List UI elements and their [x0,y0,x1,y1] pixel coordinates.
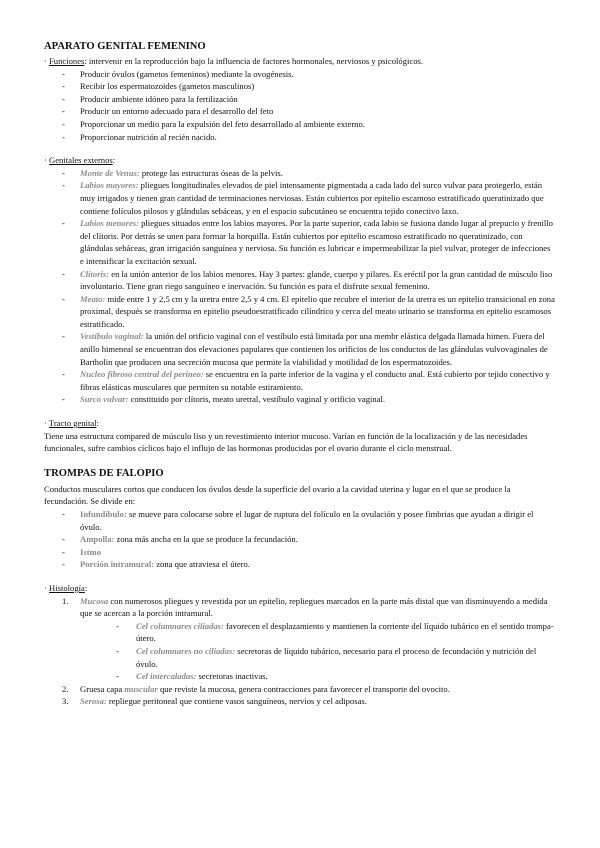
histologia-heading [44,582,556,595]
term: Infundíbulo: [80,509,127,519]
definition: constituido por clítoris, meato uretral, vestíbulo vaginal y orificio vaginal. [128,394,386,405]
definition: pliegues longitudinales elevados de piel intensamente pigmentada a cada lado del surco vulvar para protegerlo, están muy irrigados y tienen gran cantidad de terminaciones nerviosas. Están cubiertos por epitelio escamoso estratificado queratinizado que contiene folículos pilosos y glándulas sebáceas, y en el espacio subcutáneo se encuentra tejido conectivo laxo. [80,180,544,216]
externos-label: Genitales externos [49,155,113,166]
tracto-heading [44,417,556,430]
term: Vestíbulo vaginal: [80,331,144,342]
list-item [62,179,556,217]
colon: : [112,155,116,166]
list-item: - Proporcionar nutrición al recién nacido. [62,131,556,144]
externos-heading [44,154,556,167]
list-item [62,268,556,293]
term: Clítoris: [80,268,110,279]
trompas-title: TROMPAS DE FALOPIO [44,467,164,479]
list-item [62,393,556,406]
item-number: 3. [62,696,69,707]
colon: : [96,418,99,429]
definition-prefix: Gruesa capa [80,683,125,694]
list-item: - Proporcionar un medio para la expulsión del feto desarrollado al ambiente externo. [62,118,556,131]
definition: se mueve para colocarse sobre el lugar de ruptura del folículo en la ovulación y posee fimbrias que ayudan a dirigir el óvulo. [80,509,534,532]
funciones-list [44,68,556,144]
tracto-label: Tracto genital [48,418,97,429]
externos-section [44,154,556,406]
externos-list [44,167,556,406]
definition: se encuentra en la parte inferior de la vagina y el conducto anal. Está cubierto por tejido conectivo y fibras elásticas musculares que permiten su notable estiramiento. [80,369,550,392]
bullet-marker: · [44,56,47,66]
definition: secretoras de líquido tubárico, necesario para el proceso de fecundación y nutrición del óvulo. [136,645,537,669]
term: Surco vulvar: [80,394,129,405]
funciones-intro: : intervenir en la reproducción bajo la influencia de factores hormonales, nerviosos y psicológicos. [84,56,423,66]
list-item [62,533,556,546]
histologia-label: Histología [49,582,85,593]
item-number: 2. [62,683,69,694]
list-item [62,293,556,331]
term: Labios mayores: [80,180,139,191]
term: Mucosa [80,595,109,606]
list-item: - Producir un entorno adecuado para el desarrollo del feto [62,105,556,118]
term: Ampolla: [80,534,115,545]
colon: : [84,582,88,593]
funciones-label: Funciones [49,56,85,66]
definition: con numerosos pliegues y revestida por un epitelio, repliegues marcados en la parte más distal que van disminuyendo a medida que se acercan a la porción intramural. [80,595,548,619]
numbered-item [62,683,556,696]
term: Monte de Venus: [80,167,140,178]
term: muscular [124,683,158,694]
term: Labios menores: [80,218,139,229]
item-number: 1. [62,595,69,606]
trompas-list [44,508,556,571]
term: Porción intramural: [80,559,155,570]
list-item [62,167,556,180]
sub-list [80,620,556,683]
definition: secretoras inactivas. [196,671,268,682]
term: Serosa: [80,696,107,707]
list-item [62,558,556,571]
bullet-marker: · [44,418,47,429]
numbered-item [62,595,556,683]
bullet-marker: · [44,155,47,166]
sub-item [116,670,556,683]
definition: que reviste la mucosa, genera contracciones para favorecer el transporte del ovocito. [157,683,450,694]
list-item: - Producir ambiente idóneo para la fertilización [62,93,556,106]
term: Meato: [80,293,106,304]
definition: mide entre 1 y 2,5 cm y la uretra entre 2,5 y 4 cm. El epitelio que recubre el interior de la uretra es un epitelio transicional en zona proximal, después se transforma en epitelio pseudoestratificado cilíndrico y cerca del meato urinario se transforma en epitelio escamosos estratificado. [80,293,555,329]
term: Nucleo fibroso central del perineo: [80,369,204,380]
term: Cel columnares no ciliadas: [136,645,236,656]
bullet-marker: · [44,582,47,593]
list-item [62,368,556,393]
list-item [62,508,556,533]
definition: en la unión anterior de los labios menores. Hay 3 partes: glande, cuerpo y pilares. Es eréctil por la gran cantidad de músculo liso involuntario. Tiene gran riego sanguíneo e inervación. Su función es para el disfrute sexual femenino. [80,268,553,292]
definition: repliegue peritoneal que contiene vasos sanguíneos, nervios y cel adiposas. [106,696,367,707]
term: Istmo [80,546,102,557]
tracto-section [44,417,556,455]
histologia-list [44,595,556,708]
term: Cel columnares ciliadas: [136,620,224,631]
trompas-intro: Conductos musculares cortos que conducen los óvulos desde la superficie del ovario a la cavidad uterina y lugar en el que se produce la fecundación. Se divide en: [44,483,511,507]
definition: la unión del orificio vaginal con el vestíbulo está limitada por una membr elástica delgada llamada himen. Fuera del anillo himeneal se encuentran dos elevaciones papulares que contienen los orificios de los conductos de las glándulas vulvovaginales de Bartholin que producen una secreción mucosa que permite la viabilidad y motilidad de los espermatozoides. [80,331,548,367]
term: Cel intercaladas: [136,671,197,682]
sub-item [116,645,556,670]
definition: zona más ancha en la que se produce la fecundación. [114,534,298,545]
sub-item [116,620,556,645]
list-item [62,330,556,368]
list-item [62,217,556,267]
numbered-item [62,695,556,708]
definition: favorecen el desplazamiento y mantienen la corriente del líquido tubárico en el sentido trompa-útero. [136,620,554,644]
document-title: APARATO GENITAL FEMENINO [44,41,206,52]
list-item: - Recibir los espermatozoides (gametos masculinos) [62,80,556,93]
definition: protege las estructuras óseas de la pelvis. [139,167,283,178]
histologia-section [44,582,556,708]
tracto-paragraph: Tiene una estructura compared de músculo liso y un revestimiento interior mucoso. Varían en función de la localización y de las necesidades funcionales, sufre cambios cíclicos bajo el influjo de las hormonas producidas por el ovario durante el ciclo menstrual. [44,430,528,454]
funciones-section [44,55,556,143]
list-item: - Producir óvulos (gametos femeninos) mediante la ovogénesis. [62,68,556,81]
list-item [62,546,556,559]
funciones-heading [44,55,556,68]
definition: zona que atraviesa el útero. [154,559,250,570]
definition: pliegues situados entre los labios mayores. Por la parte superior, cada labio se fusiona dando lugar al prepucio y frenillo del clítoris. Por detrás se unen para formar la horquilla. Están cubiertos por epitelio escamoso estratificado no queratinizado, con glándulas sebáceas, gran irrigación sanguínea y nerviosa. Su función es lubricar e impermeabilizar la piel vulvar, proteger de infecciones e intensificar la excitación sexual. [80,218,553,266]
